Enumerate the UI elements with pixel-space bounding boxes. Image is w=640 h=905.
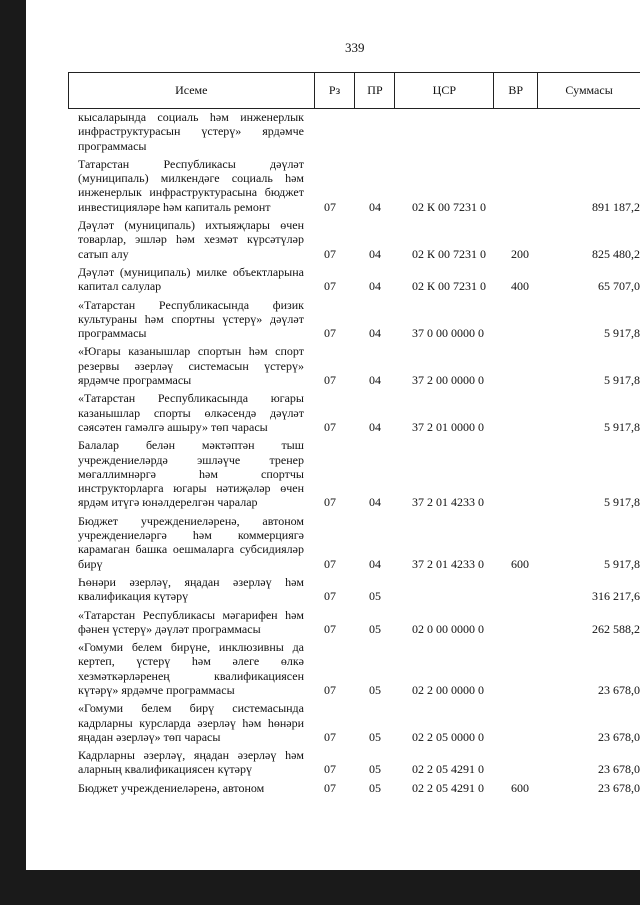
table-row xyxy=(78,748,640,777)
table-row xyxy=(78,391,640,434)
row-rz: 07 xyxy=(324,199,336,214)
table-row xyxy=(78,265,640,294)
row-csr: 02 К 00 7231 0 xyxy=(412,199,487,214)
header-sum: Суммасы xyxy=(565,83,613,97)
row-name: Татарстан Республикасы дәүләт (муниципаль) милкендәге социаль һәм инженерлык инфраструктурасына бюджет инвестицияләре һәм капиталь ремонт xyxy=(78,156,304,214)
row-rz: 07 xyxy=(324,246,336,261)
row-csr: 02 К 00 7231 0 xyxy=(412,246,487,261)
row-pr: 05 xyxy=(369,729,381,744)
row-rz: 07 xyxy=(324,589,336,604)
row-sum: 825 480,2 xyxy=(592,246,640,261)
row-csr: 02 2 05 4291 0 xyxy=(412,780,484,795)
row-rz: 07 xyxy=(324,729,336,744)
row-name: Дәүләт (муниципаль) милке объектларына капитал салулар xyxy=(78,264,304,294)
table-row xyxy=(78,438,640,509)
row-csr: 02 2 05 4291 0 xyxy=(412,762,484,777)
row-rz: 07 xyxy=(324,495,336,510)
row-sum: 5 917,8 xyxy=(604,495,640,510)
row-name: «Югары казанышлар спортын һәм спорт резервы әзерләү системасын үстерү» ярдәмче программасы xyxy=(78,344,304,388)
row-csr: 37 0 00 0000 0 xyxy=(412,326,484,341)
row-name: «Татарстан Республикасы мәгарифен һәм фәнен үстерү» дәүләт программасы xyxy=(78,607,304,636)
table-header xyxy=(68,72,640,109)
header-name: Исеме xyxy=(69,73,315,108)
row-csr: 37 2 01 4233 0 xyxy=(412,495,484,510)
table-row xyxy=(78,608,640,637)
table-row xyxy=(78,640,640,697)
row-pr: 04 xyxy=(369,419,381,434)
row-sum: 65 707,0 xyxy=(598,279,640,294)
row-sum: 23 678,0 xyxy=(598,682,640,697)
row-vr: 600 xyxy=(511,780,529,795)
row-pr: 04 xyxy=(369,556,381,571)
table-row xyxy=(78,218,640,261)
row-pr: 05 xyxy=(369,589,381,604)
table-body xyxy=(78,110,640,799)
row-csr: 02 К 00 7231 0 xyxy=(412,279,487,294)
row-csr: 02 2 00 0000 0 xyxy=(412,682,484,697)
row-sum: 5 917,8 xyxy=(604,373,640,388)
row-sum: 23 678,0 xyxy=(598,780,640,795)
row-csr: 02 2 05 0000 0 xyxy=(412,729,484,744)
row-rz: 07 xyxy=(324,621,336,636)
row-name: Бюджет учреждениеләренә, автоном xyxy=(78,780,265,795)
row-pr: 04 xyxy=(369,373,381,388)
row-csr: 37 2 01 4233 0 xyxy=(412,556,484,571)
row-sum: 23 678,0 xyxy=(598,729,640,744)
row-rz: 07 xyxy=(324,326,336,341)
table-row xyxy=(78,514,640,571)
row-name: Дәүләт (муниципаль) ихтыяҗлары өчен товарлар, эшләр һәм хезмәт күрсәтүләр сатып алу xyxy=(78,218,304,261)
row-vr: 600 xyxy=(511,556,529,571)
row-rz: 07 xyxy=(324,279,336,294)
header-csr: ЦСР xyxy=(395,73,494,108)
row-vr: 200 xyxy=(511,246,529,261)
header-vr: ВР xyxy=(494,73,538,108)
page-number: 339 xyxy=(345,40,365,55)
table-row xyxy=(78,575,640,604)
row-sum: 23 678,0 xyxy=(598,762,640,777)
row-pr: 05 xyxy=(369,621,381,636)
row-pr: 05 xyxy=(369,780,381,795)
header-rz: Рз xyxy=(315,73,356,108)
table-row xyxy=(78,298,640,341)
row-rz: 07 xyxy=(324,682,336,697)
table-row xyxy=(78,157,640,214)
row-vr: 400 xyxy=(511,279,529,294)
row-name: Һөнәри әзерләү, яңадан әзерләү һәм квалификация күтәрү xyxy=(78,574,304,604)
row-rz: 07 xyxy=(324,556,336,571)
row-rz: 07 xyxy=(324,762,336,777)
row-pr: 04 xyxy=(369,246,381,261)
row-rz: 07 xyxy=(324,373,336,388)
row-name: «Гомуми белем бирүне, инклюзивны да кертеп, үстерү һәм әлеге өлкә хезмәткәрләренең квалификациясен күтәрү» ярдәмче программасы xyxy=(78,640,304,697)
row-name: «Гомуми белем бирү системасында кадрларны курсларда әзерләү һәм һөнәри яңадан әзерләү» төп чарасы xyxy=(78,701,304,744)
row-pr: 04 xyxy=(369,495,381,510)
row-name: «Татарстан Республикасында югары казанышлар спорты өлкәсендә дәүләт сәясәтен гамәлгә ашыру» төп чарасы xyxy=(78,391,304,434)
row-sum: 316 217,6 xyxy=(592,589,640,604)
row-name: «Татарстан Республикасында физик культураны һәм спортны үстерү» дәүләт программасы xyxy=(78,297,304,341)
row-name: кысаларында социаль һәм инженерлык инфраструктурасын үстерү» ярдәмче программасы xyxy=(78,110,304,153)
row-pr: 04 xyxy=(369,199,381,214)
row-rz: 07 xyxy=(324,780,336,795)
row-name: Балалар белән мәктәптән тыш учреждениеләрдә эшләүче тренер мөгаллимнәргә һәм спортчы инструкторларга югары нәтиҗәләр өчен ярдәм итүгә юнәлдерелгән чаралар xyxy=(78,438,304,510)
row-pr: 05 xyxy=(369,762,381,777)
row-csr: 37 2 01 0000 0 xyxy=(412,419,484,434)
table-row xyxy=(78,701,640,744)
table-row xyxy=(78,781,640,795)
row-csr: 37 2 00 0000 0 xyxy=(412,373,484,388)
row-rz: 07 xyxy=(324,419,336,434)
row-pr: 04 xyxy=(369,326,381,341)
header-pr: ПР xyxy=(355,73,395,108)
row-pr: 05 xyxy=(369,682,381,697)
row-sum: 5 917,8 xyxy=(604,419,640,434)
row-name: Кадрларны әзерләү, яңадан әзерләү һәм аларның квалификациясен күтәрү xyxy=(78,748,304,777)
row-sum: 891 187,2 xyxy=(592,199,640,214)
row-sum: 5 917,8 xyxy=(604,556,640,571)
row-pr: 04 xyxy=(369,279,381,294)
row-sum: 262 588,2 xyxy=(592,621,640,636)
table-row xyxy=(78,344,640,387)
row-csr: 02 0 00 0000 0 xyxy=(412,621,484,636)
row-sum: 5 917,8 xyxy=(604,326,640,341)
table-row xyxy=(78,110,640,153)
row-name: Бюджет учреждениеләренә, автоном учреждениеләргә һәм коммерциягә карамаган башка оешмаларга субсидияләр бирү xyxy=(78,513,304,571)
